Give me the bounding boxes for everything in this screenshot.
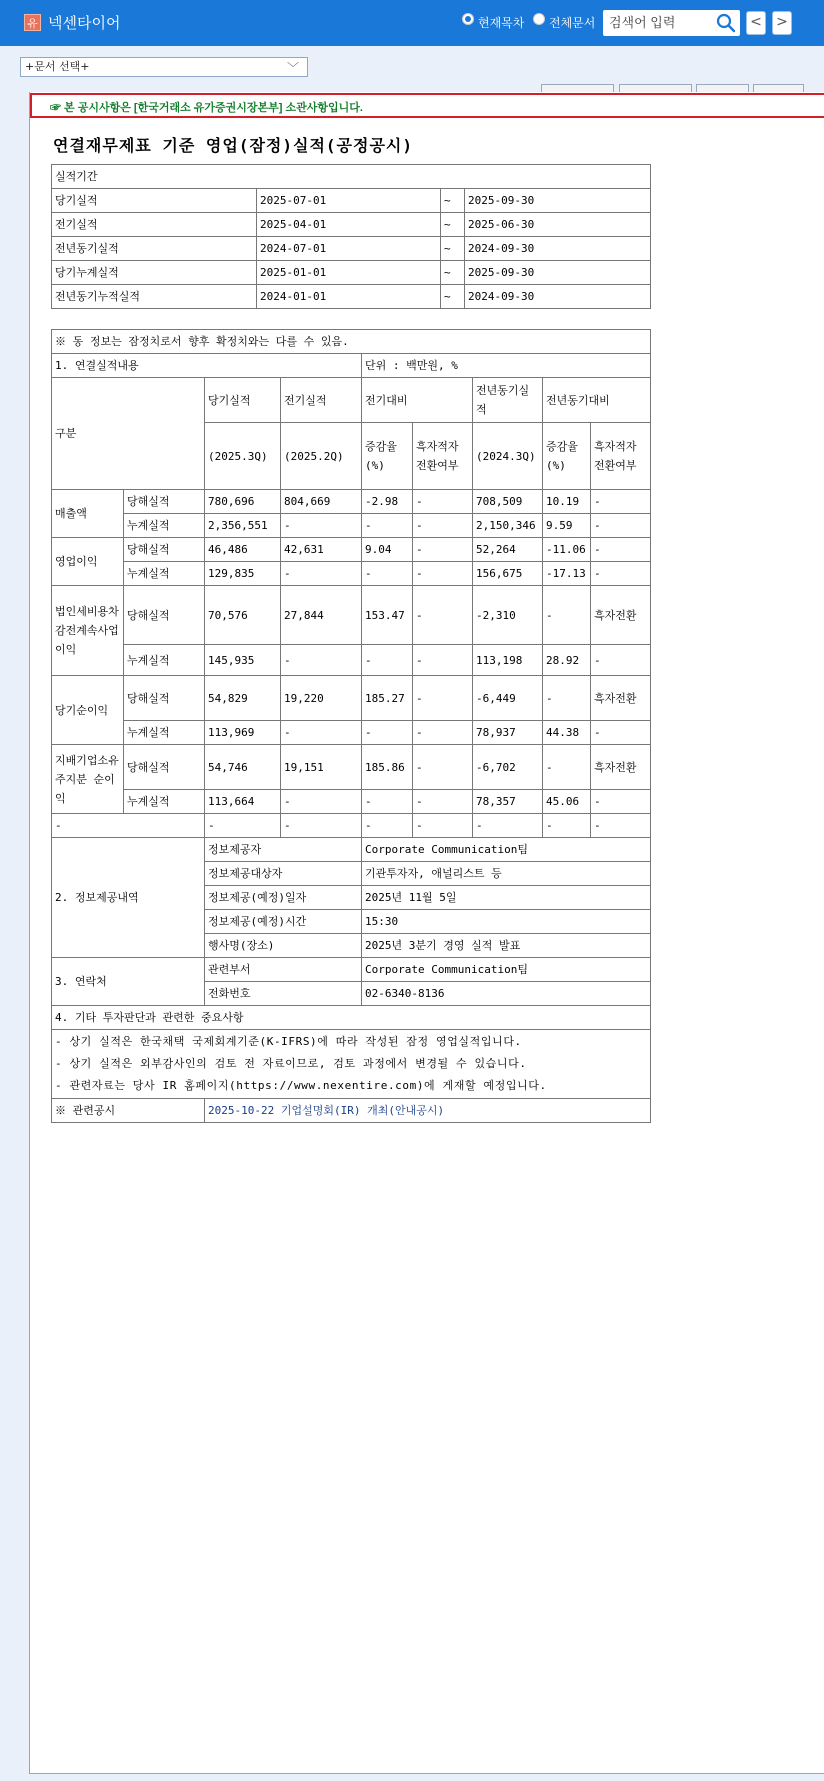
cell-rate-yoy: 45.06 <box>543 790 591 814</box>
cell-current: 780,696 <box>205 490 281 514</box>
cell-yoy: 78,357 <box>473 790 543 814</box>
dash-cell: - <box>413 814 473 838</box>
cell-yoy: 113,198 <box>473 645 543 676</box>
cell-rate: - <box>362 562 413 586</box>
cell-current: 113,969 <box>205 721 281 745</box>
cell-previous: 42,631 <box>281 538 362 562</box>
cell-turnaround-yoy: - <box>591 514 651 538</box>
period-label: 전기실적 <box>52 213 257 237</box>
period-sep: ~ <box>441 213 465 237</box>
cell-turnaround: - <box>413 562 473 586</box>
period-sep: ~ <box>441 285 465 309</box>
document-select-value: +문서 선택+ <box>25 60 90 73</box>
section-2-title: 2. 정보제공내역 <box>52 838 205 958</box>
cell-yoy: -6,702 <box>473 745 543 790</box>
notice-text: ☞ 본 공시사항은 [한국거래소 유가증권시장본부] 소관사항입니다. <box>50 102 363 114</box>
row-item: 법인세비용차감전계속사업이익 <box>52 586 124 676</box>
table-row <box>52 790 651 814</box>
top-bar <box>0 0 824 46</box>
cell-turnaround-yoy: 흑자전환 <box>591 586 651 645</box>
radio-current-section-label: 현재목차 <box>478 16 525 30</box>
table-row <box>52 538 651 562</box>
cell-rate-yoy: 44.38 <box>543 721 591 745</box>
dash-cell: - <box>591 814 651 838</box>
info-value: 15:30 <box>362 910 651 934</box>
unit-label: 단위 : 백만원, % <box>362 354 651 378</box>
cell-rate-yoy: 9.59 <box>543 514 591 538</box>
cell-current: 70,576 <box>205 586 281 645</box>
table-row <box>52 562 651 586</box>
cell-previous: - <box>281 562 362 586</box>
cell-previous: 27,844 <box>281 586 362 645</box>
info-value: Corporate Communication팀 <box>362 838 651 862</box>
cell-rate: - <box>362 721 413 745</box>
cell-previous: - <box>281 645 362 676</box>
cell-yoy: 78,937 <box>473 721 543 745</box>
period-start: 2025-07-01 <box>257 189 441 213</box>
cell-rate-yoy: 28.92 <box>543 645 591 676</box>
cell-rate-yoy: - <box>543 745 591 790</box>
table-row <box>52 261 651 285</box>
cell-turnaround: - <box>413 586 473 645</box>
cell-current: 145,935 <box>205 645 281 676</box>
yoy-period: (2024.3Q) <box>473 423 543 490</box>
period-end: 2025-06-30 <box>465 213 651 237</box>
row-type: 누계실적 <box>124 562 205 586</box>
cell-turnaround-yoy: 흑자전환 <box>591 745 651 790</box>
cell-turnaround: - <box>413 721 473 745</box>
col-header-turnaround-yoy: 흑자적자전환여부 <box>591 423 651 490</box>
dash-cell: - <box>473 814 543 838</box>
row-item: 당기순이익 <box>52 676 124 745</box>
cell-previous: 804,669 <box>281 490 362 514</box>
period-end: 2025-09-30 <box>465 189 651 213</box>
cell-turnaround-yoy: 흑자전환 <box>591 676 651 721</box>
related-disclosure-label: ※ 관련공시 <box>52 1099 205 1123</box>
dash-cell: - <box>281 814 362 838</box>
cell-turnaround-yoy: - <box>591 562 651 586</box>
table-row <box>52 838 651 862</box>
dash-cell: - <box>52 814 205 838</box>
row-type: 당해실적 <box>124 676 205 721</box>
radio-all-documents-label: 전체문서 <box>549 16 596 30</box>
period-end: 2024-09-30 <box>465 285 651 309</box>
period-end: 2025-09-30 <box>465 261 651 285</box>
cell-turnaround-yoy: - <box>591 645 651 676</box>
cell-current: 54,829 <box>205 676 281 721</box>
table-row <box>52 645 651 676</box>
cell-current: 113,664 <box>205 790 281 814</box>
cell-turnaround-yoy: - <box>591 490 651 514</box>
cell-current: 46,486 <box>205 538 281 562</box>
cell-turnaround-yoy: - <box>591 790 651 814</box>
row-item: 영업이익 <box>52 538 124 586</box>
cell-previous: 19,151 <box>281 745 362 790</box>
table-row <box>52 514 651 538</box>
info-label: 행사명(장소) <box>205 934 362 958</box>
info-label: 정보제공(예정)시간 <box>205 910 362 934</box>
cell-yoy: -2,310 <box>473 586 543 645</box>
table-row <box>52 676 651 721</box>
search-input[interactable] <box>609 13 709 31</box>
cell-current: 54,746 <box>205 745 281 790</box>
cell-rate: 185.27 <box>362 676 413 721</box>
cell-previous: 19,220 <box>281 676 362 721</box>
period-sep: ~ <box>441 189 465 213</box>
radio-current-section[interactable] <box>462 13 474 25</box>
cell-rate: 185.86 <box>362 745 413 790</box>
table-row <box>52 721 651 745</box>
section-4-title: 4. 기타 투자판단과 관련한 중요사항 <box>52 1006 651 1030</box>
row-type: 누계실적 <box>124 721 205 745</box>
cell-yoy: 2,150,346 <box>473 514 543 538</box>
cell-previous: - <box>281 790 362 814</box>
company-logo-icon: 유 <box>24 14 41 31</box>
period-start: 2024-01-01 <box>257 285 441 309</box>
period-end: 2024-09-30 <box>465 237 651 261</box>
remarks <box>52 1030 651 1099</box>
col-header-rate-yoy: 증감율(%) <box>543 423 591 490</box>
cell-rate: - <box>362 790 413 814</box>
period-sep: ~ <box>441 237 465 261</box>
info-value: 2025년 11월 5일 <box>362 886 651 910</box>
col-header-yoy: 전년동기실적 <box>473 378 543 423</box>
chevron-down-icon: ﹀ <box>286 61 299 75</box>
col-header-gubun: 구분 <box>52 378 205 490</box>
results-table <box>51 329 651 1123</box>
table-row <box>52 213 651 237</box>
company-name: 넥센타이어 <box>48 15 121 32</box>
cell-current: 2,356,551 <box>205 514 281 538</box>
remark-line: - 상기 실적은 한국채택 국제회계기준(K-IFRS)에 따라 작성된 잠정 영업실적입니다. <box>55 1035 522 1048</box>
row-type: 당해실적 <box>124 538 205 562</box>
cell-rate: 9.04 <box>362 538 413 562</box>
table-row <box>52 490 651 514</box>
notice-banner <box>30 93 824 118</box>
remark-line: - 관련자료는 당사 IR 홈페이지(https://www.nexentire.com)에 게재할 예정입니다. <box>55 1079 547 1092</box>
contact-label: 전화번호 <box>205 982 362 1006</box>
contact-value: 02-6340-8136 <box>362 982 651 1006</box>
row-type: 당해실적 <box>124 745 205 790</box>
cell-turnaround: - <box>413 538 473 562</box>
period-start: 2025-01-01 <box>257 261 441 285</box>
related-disclosure-link[interactable]: 2025-10-22 기업설명회(IR) 개최(안내공시) <box>205 1099 651 1123</box>
period-start: 2024-07-01 <box>257 237 441 261</box>
cell-previous: - <box>281 514 362 538</box>
section-1-title: 1. 연결실적내용 <box>52 354 362 378</box>
cell-rate: 153.47 <box>362 586 413 645</box>
row-type: 당해실적 <box>124 586 205 645</box>
row-type: 당해실적 <box>124 490 205 514</box>
cell-turnaround-yoy: - <box>591 538 651 562</box>
cell-yoy: 156,675 <box>473 562 543 586</box>
previous-period: (2025.2Q) <box>281 423 362 490</box>
dash-cell: - <box>362 814 413 838</box>
cell-rate: - <box>362 514 413 538</box>
col-header-previous: 전기실적 <box>281 378 362 423</box>
cell-rate: -2.98 <box>362 490 413 514</box>
col-header-vs-previous: 전기대비 <box>362 378 473 423</box>
next-result-button[interactable]: > <box>772 11 792 35</box>
cell-yoy: 52,264 <box>473 538 543 562</box>
col-header-vs-yoy: 전년동기대비 <box>543 378 651 423</box>
cell-current: 129,835 <box>205 562 281 586</box>
section-3-title: 3. 연락처 <box>52 958 205 1006</box>
info-label: 정보제공대상자 <box>205 862 362 886</box>
cell-turnaround-yoy: - <box>591 721 651 745</box>
cell-yoy: -6,449 <box>473 676 543 721</box>
cell-turnaround: - <box>413 645 473 676</box>
cell-rate-yoy: - <box>543 586 591 645</box>
period-start: 2025-04-01 <box>257 213 441 237</box>
table-row <box>52 745 651 790</box>
cell-yoy: 708,509 <box>473 490 543 514</box>
row-type: 누계실적 <box>124 514 205 538</box>
radio-all-documents[interactable] <box>533 13 545 25</box>
cell-previous: - <box>281 721 362 745</box>
period-label: 전년동기누적실적 <box>52 285 257 309</box>
cell-turnaround: - <box>413 790 473 814</box>
table-row <box>52 189 651 213</box>
contact-label: 관련부서 <box>205 958 362 982</box>
period-label: 당기누계실적 <box>52 261 257 285</box>
document-select[interactable] <box>20 57 308 77</box>
current-period: (2025.3Q) <box>205 423 281 490</box>
row-type: 누계실적 <box>124 645 205 676</box>
row-item: 매출액 <box>52 490 124 538</box>
cell-turnaround: - <box>413 676 473 721</box>
search-icon[interactable] <box>716 13 736 33</box>
provisional-note: ※ 동 정보는 잠정치로서 향후 확정치와는 다를 수 있음. <box>52 330 651 354</box>
prev-result-button[interactable]: < <box>746 11 766 35</box>
cell-turnaround: - <box>413 514 473 538</box>
row-item: 지배기업소유주지분 순이익 <box>52 745 124 814</box>
period-sep: ~ <box>441 261 465 285</box>
period-table <box>51 164 651 309</box>
cell-rate: - <box>362 645 413 676</box>
cell-rate-yoy: -11.06 <box>543 538 591 562</box>
info-label: 정보제공자 <box>205 838 362 862</box>
cell-rate-yoy: 10.19 <box>543 490 591 514</box>
search-box <box>603 10 740 36</box>
info-value: 기관투자자, 애널리스트 등 <box>362 862 651 886</box>
table-row <box>52 237 651 261</box>
page-title: 연결재무제표 기준 영업(잠정)실적(공정공시) <box>53 136 414 155</box>
dash-cell: - <box>543 814 591 838</box>
remark-line: - 상기 실적은 외부감사인의 검토 전 자료이므로, 검토 과정에서 변경될 수 있습니다. <box>55 1057 527 1070</box>
cell-rate-yoy: -17.13 <box>543 562 591 586</box>
info-label: 정보제공(예정)일자 <box>205 886 362 910</box>
table-row <box>52 285 651 309</box>
row-type: 누계실적 <box>124 790 205 814</box>
table-row <box>52 958 651 982</box>
col-header-current: 당기실적 <box>205 378 281 423</box>
col-header-turnaround: 흑자적자전환여부 <box>413 423 473 490</box>
table-row <box>52 586 651 645</box>
dash-cell: - <box>205 814 281 838</box>
table-row <box>52 814 651 838</box>
cell-rate-yoy: - <box>543 676 591 721</box>
period-label: 전년동기실적 <box>52 237 257 261</box>
period-label: 당기실적 <box>52 189 257 213</box>
col-header-rate: 증감율(%) <box>362 423 413 490</box>
cell-turnaround: - <box>413 490 473 514</box>
period-header: 실적기간 <box>52 165 651 189</box>
contact-value: Corporate Communication팀 <box>362 958 651 982</box>
cell-turnaround: - <box>413 745 473 790</box>
info-value: 2025년 3분기 경영 실적 발표 <box>362 934 651 958</box>
